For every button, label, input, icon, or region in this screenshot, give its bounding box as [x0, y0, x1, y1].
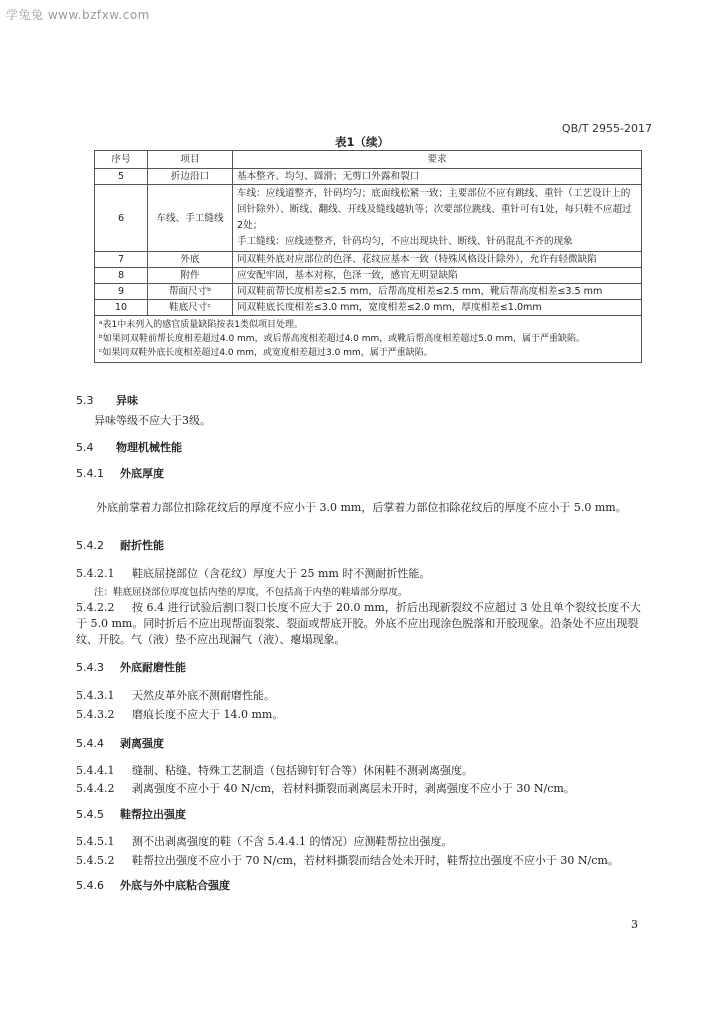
row-item: 附件: [148, 268, 233, 284]
clause-number: 5.4.2.1: [76, 567, 115, 580]
section-number: 5.4.3: [76, 661, 104, 674]
section-5-4-2-2: [76, 600, 642, 648]
row-item: 外底: [148, 252, 233, 268]
section-5-4-2-1: [76, 566, 642, 582]
section-5-4-5-heading: [76, 806, 186, 822]
table-row: [95, 300, 642, 316]
clause-number: 5.4.4.1: [76, 764, 115, 777]
clause-number: 5.4.2.2: [76, 601, 115, 614]
section-5-4-3-1: [76, 688, 642, 704]
table-caption: 表1（续）: [334, 135, 389, 149]
section-5-4-1-text: 外底前掌着力部位扣除花纹后的厚度不应小于 3.0 mm，后掌着力部位扣除花纹后的厚度不应小于 5.0 mm。: [96, 501, 627, 514]
clause-text: 测不出剥离强度的鞋（不含 5.4.4.1 的情况）应测鞋帮拉出强度。: [132, 835, 453, 848]
row-requirement: 同双鞋前帮长度相差≤2.5 mm，后帮高度相差≤2.5 mm，靴后帮高度相差≤3.5 mm: [233, 284, 642, 300]
table-note-a: ᵃ表1中未列入的感官质量缺陷按表1类似项目处理。: [99, 320, 303, 330]
header-no: 序号: [95, 151, 148, 169]
row-requirement: 应安配牢固，基本对称，色泽一致，感官无明显缺陷: [233, 268, 642, 284]
clause-text: 磨痕长度不应大于 14.0 mm。: [132, 708, 284, 721]
clause-number: 5.4.4.2: [76, 782, 115, 795]
header-requirement: 要求: [233, 151, 642, 169]
table-row: [95, 284, 642, 300]
table-note-c: ᶜ如果同双鞋外底长度相差超过4.0 mm，或宽度相差超过3.0 mm，属于严重缺陷。: [99, 348, 433, 358]
row-item: 帮面尺寸ᵇ: [148, 284, 233, 300]
section-number: 5.3: [76, 394, 94, 407]
row-requirement: 同双鞋底长度相差≤3.0 mm，宽度相差≤2.0 mm，厚度相差≤1.0mm: [233, 300, 642, 316]
section-5-4-6-heading: [76, 877, 230, 893]
section-5-4-2-1-note: 注：鞋底屈挠部位厚度包括内垫的厚度，不包括高于内垫的鞋墙部分厚度。: [94, 587, 408, 598]
clause-text: 鞋帮拉出强度不应小于 70 N/cm，若材料撕裂而结合处未开时，鞋帮拉出强度不应小于 30 N/cm。: [132, 854, 619, 867]
clause-text: 剥离强度不应小于 40 N/cm，若材料撕裂而剥离层未开时，剥离强度不应小于 30 N/cm。: [132, 782, 575, 795]
standard-code: QB/T 2955-2017: [561, 122, 652, 135]
section-title: 鞋帮拉出强度: [120, 808, 186, 821]
section-5-4-heading: [76, 439, 182, 455]
table-notes-row: [95, 316, 642, 363]
clause-number: 5.4.3.1: [76, 689, 115, 702]
page-number: 3: [631, 918, 638, 931]
table-row: [95, 268, 642, 284]
table-note-b: ᵇ如果同双鞋前帮长度相差超过4.0 mm，或后帮高度相差超过4.0 mm，或靴后帮高度相差超过5.0 mm，属于严重缺陷。: [99, 334, 585, 344]
section-5-4-4-heading: [76, 735, 164, 751]
section-number: 5.4.4: [76, 737, 104, 750]
clause-number: 5.4.5.1: [76, 835, 115, 848]
section-5-4-3-heading: [76, 659, 186, 675]
section-number: 5.4.6: [76, 879, 104, 892]
section-5-3-text: 异味等级不应大于3级。: [94, 414, 211, 427]
section-title: 外底与外中底粘合强度: [120, 879, 230, 892]
requirements-table: [94, 150, 642, 363]
section-number: 5.4.5: [76, 808, 104, 821]
clause-text: 天然皮革外底不测耐磨性能。: [132, 689, 275, 702]
table-row: [95, 185, 642, 252]
row-requirement: 同双鞋外底对应部位的色泽、花纹应基本一致（特殊风格设计除外），允许有轻微缺陷: [233, 252, 642, 268]
section-number: 5.4: [76, 441, 94, 454]
section-title: 外底耐磨性能: [120, 661, 186, 674]
section-title: 剥离强度: [120, 737, 164, 750]
row-item: 鞋底尺寸ᶜ: [148, 300, 233, 316]
section-title: 异味: [116, 394, 138, 407]
row-no: 6: [95, 185, 148, 252]
watermark: 学兔兔 www.bzfxw.com: [6, 8, 150, 22]
row-item: 车线、手工缝线: [148, 185, 233, 252]
row-requirement: 车线：应线道整齐，针码均匀；底面线松紧一致；主要部位不应有跳线、重针（工艺设计上的回针除外）、断线、翻线、开线及缝线越轨等；次要部位跳线、重针可有1处，每只鞋不应超过2处； 手工缝线：应线迹整齐，针码均匀，不应出现块针、断线、针码混乱不齐的现象: [233, 185, 642, 252]
section-5-3-heading: [76, 392, 138, 408]
row-no: 8: [95, 268, 148, 284]
row-requirement: 基本整齐、均匀、圆滑；无剪口外露和裂口: [233, 169, 642, 185]
table-row: [95, 252, 642, 268]
clause-text: 鞋底屈挠部位（含花纹）厚度大于 25 mm 时不测耐折性能。: [132, 567, 431, 580]
section-number: 5.4.1: [76, 467, 104, 480]
section-5-4-4-2: [76, 781, 642, 797]
row-no: 9: [95, 284, 148, 300]
row-item: 折边沿口: [148, 169, 233, 185]
clause-number: 5.4.3.2: [76, 708, 115, 721]
section-5-4-3-2: [76, 707, 642, 723]
section-title: 外底厚度: [120, 467, 164, 480]
section-5-4-4-1: [76, 763, 642, 779]
header-item: 项目: [148, 151, 233, 169]
section-5-4-1-heading: [76, 465, 164, 481]
section-title: 物理机械性能: [116, 441, 182, 454]
table-notes: [95, 316, 642, 363]
row-no: 5: [95, 169, 148, 185]
clause-text: 缝制、粘缝、特殊工艺制造（包括铆钉钉合等）休闲鞋不测剥离强度。: [132, 764, 473, 777]
clause-number: 5.4.5.2: [76, 854, 115, 867]
section-title: 耐折性能: [120, 539, 164, 552]
section-number: 5.4.2: [76, 539, 104, 552]
section-5-4-2-heading: [76, 537, 164, 553]
table-header-row: [95, 151, 642, 169]
row-no: 10: [95, 300, 148, 316]
table-row: [95, 169, 642, 185]
row-no: 7: [95, 252, 148, 268]
section-5-4-5-2: [76, 853, 642, 869]
clause-text: 按 6.4 进行试验后割口裂口长度不应大于 20.0 mm，折后出现新裂纹不应超过 3 处且单个裂纹长度不大于 5.0 mm。同时折后不应出现帮面裂浆、裂面或帮底开胶。外底不应出现涂色脱落和开胶现象。沿条处不应出现裂纹、开胶。气（液）垫不应出现漏气（液）、瘪塌现象。: [76, 601, 641, 646]
section-5-4-5-1: [76, 834, 642, 850]
